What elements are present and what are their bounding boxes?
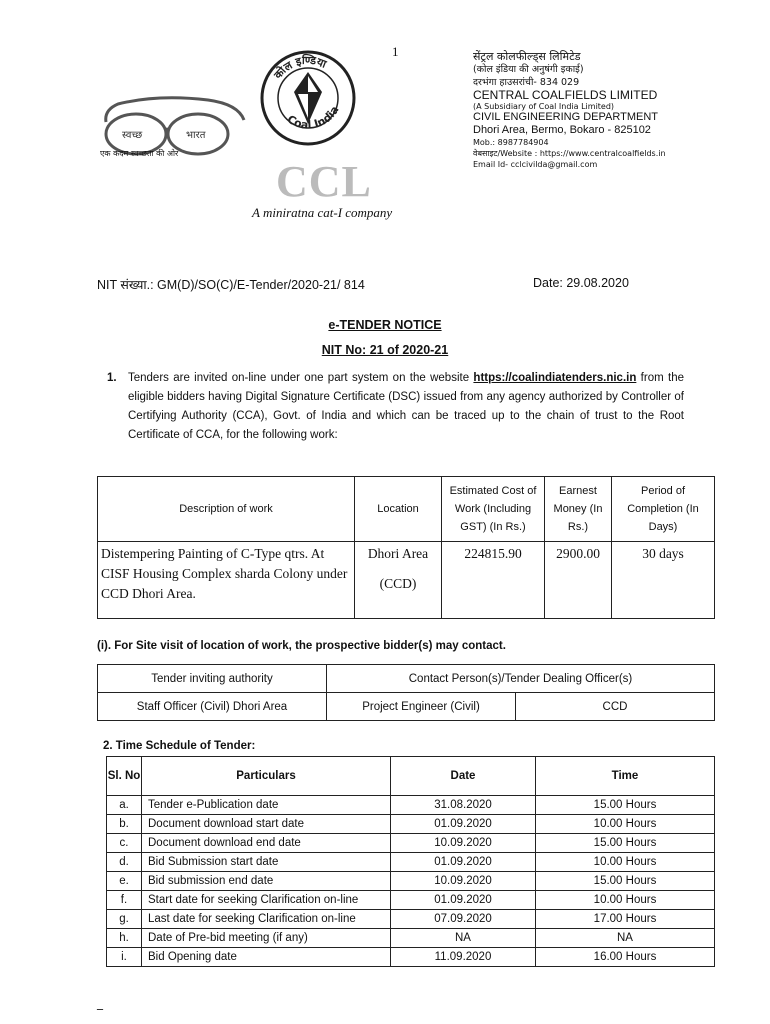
header-period: Period of Completion (In Days) xyxy=(612,477,715,542)
tender-authority: Staff Officer (Civil) Dhori Area xyxy=(98,693,327,721)
row-particulars: Last date for seeking Clarification on-line xyxy=(142,910,391,929)
tagline: A miniratna cat-I company xyxy=(252,205,393,220)
work-table xyxy=(97,476,715,619)
row-date: 01.09.2020 xyxy=(391,853,536,872)
table-row xyxy=(107,929,715,948)
schedule-heading: 2. Time Schedule of Tender: xyxy=(103,740,256,752)
location-unit: (CCD) xyxy=(379,576,417,591)
row-time: 15.00 Hours xyxy=(536,796,715,815)
row-date: 07.09.2020 xyxy=(391,910,536,929)
row-sl: e. xyxy=(107,872,142,891)
table-row xyxy=(107,853,715,872)
contact-unit: CCD xyxy=(516,693,715,721)
work-cost: 224815.90 xyxy=(442,542,545,619)
time-header: Time xyxy=(536,757,715,796)
row-sl: g. xyxy=(107,910,142,929)
row-date: 31.08.2020 xyxy=(391,796,536,815)
footer-mark: _ xyxy=(97,996,103,1010)
header-description: Description of work xyxy=(98,477,355,542)
nit-no-title: NIT No: 21 of 2020-21 xyxy=(321,343,449,357)
email: Email Id- cclcivilda@gmail.com xyxy=(473,160,598,169)
row-particulars: Bid Opening date xyxy=(142,948,391,967)
row-date: 01.09.2020 xyxy=(391,815,536,834)
row-time: 10.00 Hours xyxy=(536,891,715,910)
hindi-company-name: सेंट्रल कोलफील्ड्स लिमिटेड xyxy=(473,50,581,63)
work-emd: 2900.00 xyxy=(545,542,612,619)
row-time: 10.00 Hours xyxy=(536,853,715,872)
row-date: NA xyxy=(391,929,536,948)
row-date: 10.09.2020 xyxy=(391,872,536,891)
department: CIVIL ENGINEERING DEPARTMENT xyxy=(473,111,658,123)
nit-number: NIT संख्या.: GM(D)/SO(C)/E-Tender/2020-21/ 814 xyxy=(97,278,365,292)
row-sl: b. xyxy=(107,815,142,834)
header-cost: Estimated Cost of Work (Including GST) (In Rs.) xyxy=(442,477,545,542)
company-name: CENTRAL COALFIELDS LIMITED xyxy=(473,88,658,102)
row-sl: d. xyxy=(107,853,142,872)
para-text-after: from the eligible bidders having Digital Signature Certificate (DSC) issued from any agency authorized by Controller of Certifying Authority (CCA), Govt. of India and which can be traced up to the chain of trust to the Root Certificate of CCA, for the following work: xyxy=(128,372,684,441)
coal-india-logo xyxy=(258,48,358,148)
contact-person: Project Engineer (Civil) xyxy=(327,693,516,721)
hindi-address: दरभंगा हाउसरांची- 834 029 xyxy=(473,77,580,88)
sl-header: Sl. No xyxy=(107,757,142,796)
header-emd: Earnest Money (In Rs.) xyxy=(545,477,612,542)
row-date: 10.09.2020 xyxy=(391,834,536,853)
row-particulars: Bid submission end date xyxy=(142,872,391,891)
particulars-header: Particulars xyxy=(142,757,391,796)
row-time: NA xyxy=(536,929,715,948)
hindi-subsidiary: (कोल इंडिया की अनुषंगी इकाई) xyxy=(473,64,584,75)
tender-website-link[interactable]: https://coalindiatenders.nic.in xyxy=(473,372,637,384)
contact-header: Contact Person(s)/Tender Dealing Officer(s) xyxy=(327,665,715,693)
location-name: Dhori Area xyxy=(367,546,429,561)
header-location: Location xyxy=(355,477,442,542)
row-sl: h. xyxy=(107,929,142,948)
row-particulars: Date of Pre-bid meeting (if any) xyxy=(142,929,391,948)
site-visit-table xyxy=(97,664,715,721)
row-time: 16.00 Hours xyxy=(536,948,715,967)
row-particulars: Start date for seeking Clarification on-line xyxy=(142,891,391,910)
row-particulars: Bid Submission start date xyxy=(142,853,391,872)
paragraph-number: 1. xyxy=(107,372,117,384)
nit-date: Date: 29.08.2020 xyxy=(533,276,629,290)
authority-header: Tender inviting authority xyxy=(98,665,327,693)
para-text-before: Tenders are invited on-line under one part system on the website xyxy=(128,372,474,384)
cil-bottom-text: Coal India xyxy=(284,103,342,132)
schedule-table xyxy=(106,756,715,967)
row-date: 11.09.2020 xyxy=(391,948,536,967)
swachh-caption: एक कदम स्वच्छता की ओर xyxy=(100,149,179,158)
swachh-left-text: स्वच्छ xyxy=(122,130,143,141)
row-particulars: Document download end date xyxy=(142,834,391,853)
row-particulars: Document download start date xyxy=(142,815,391,834)
page-number: 1 xyxy=(392,44,399,59)
row-particulars: Tender e-Publication date xyxy=(142,796,391,815)
company-header xyxy=(473,50,733,170)
work-location xyxy=(355,542,442,619)
row-time: 10.00 Hours xyxy=(536,815,715,834)
notice-title: e-TENDER NOTICE xyxy=(328,318,442,332)
table-row xyxy=(107,910,715,929)
table-row xyxy=(107,834,715,853)
mobile: Mob.: 8987784904 xyxy=(473,138,549,147)
ccl-wordmark: CCL xyxy=(276,157,372,206)
date-header: Date xyxy=(391,757,536,796)
row-time: 15.00 Hours xyxy=(536,872,715,891)
row-date: 01.09.2020 xyxy=(391,891,536,910)
row-sl: a. xyxy=(107,796,142,815)
website: वेबसाइट/Website : https://www.centralcoalfields.in xyxy=(473,149,666,158)
row-sl: c. xyxy=(107,834,142,853)
site-visit-heading: (i). For Site visit of location of work, the prospective bidder(s) may contact. xyxy=(97,640,506,652)
work-period: 30 days xyxy=(612,542,715,619)
address: Dhori Area, Bermo, Bokaro - 825102 xyxy=(473,124,651,136)
row-time: 17.00 Hours xyxy=(536,910,715,929)
swachh-right-text: भारत xyxy=(186,130,206,141)
row-sl: f. xyxy=(107,891,142,910)
cil-top-text: कोल इण्डिया xyxy=(271,53,329,82)
row-sl: i. xyxy=(107,948,142,967)
table-row xyxy=(107,891,715,910)
table-row xyxy=(107,815,715,834)
work-description: Distempering Painting of C-Type qtrs. At CISF Housing Complex sharda Colony under CCD Dhori Area. xyxy=(98,542,355,619)
table-row xyxy=(107,948,715,967)
table-row xyxy=(107,872,715,891)
subsidiary-note: (A Subsidiary of Coal India Limited) xyxy=(473,102,615,111)
row-time: 15.00 Hours xyxy=(536,834,715,853)
svg-text:कोल इण्डिया xyxy=(270,53,329,82)
paragraph-1 xyxy=(97,369,684,445)
table-row xyxy=(107,796,715,815)
